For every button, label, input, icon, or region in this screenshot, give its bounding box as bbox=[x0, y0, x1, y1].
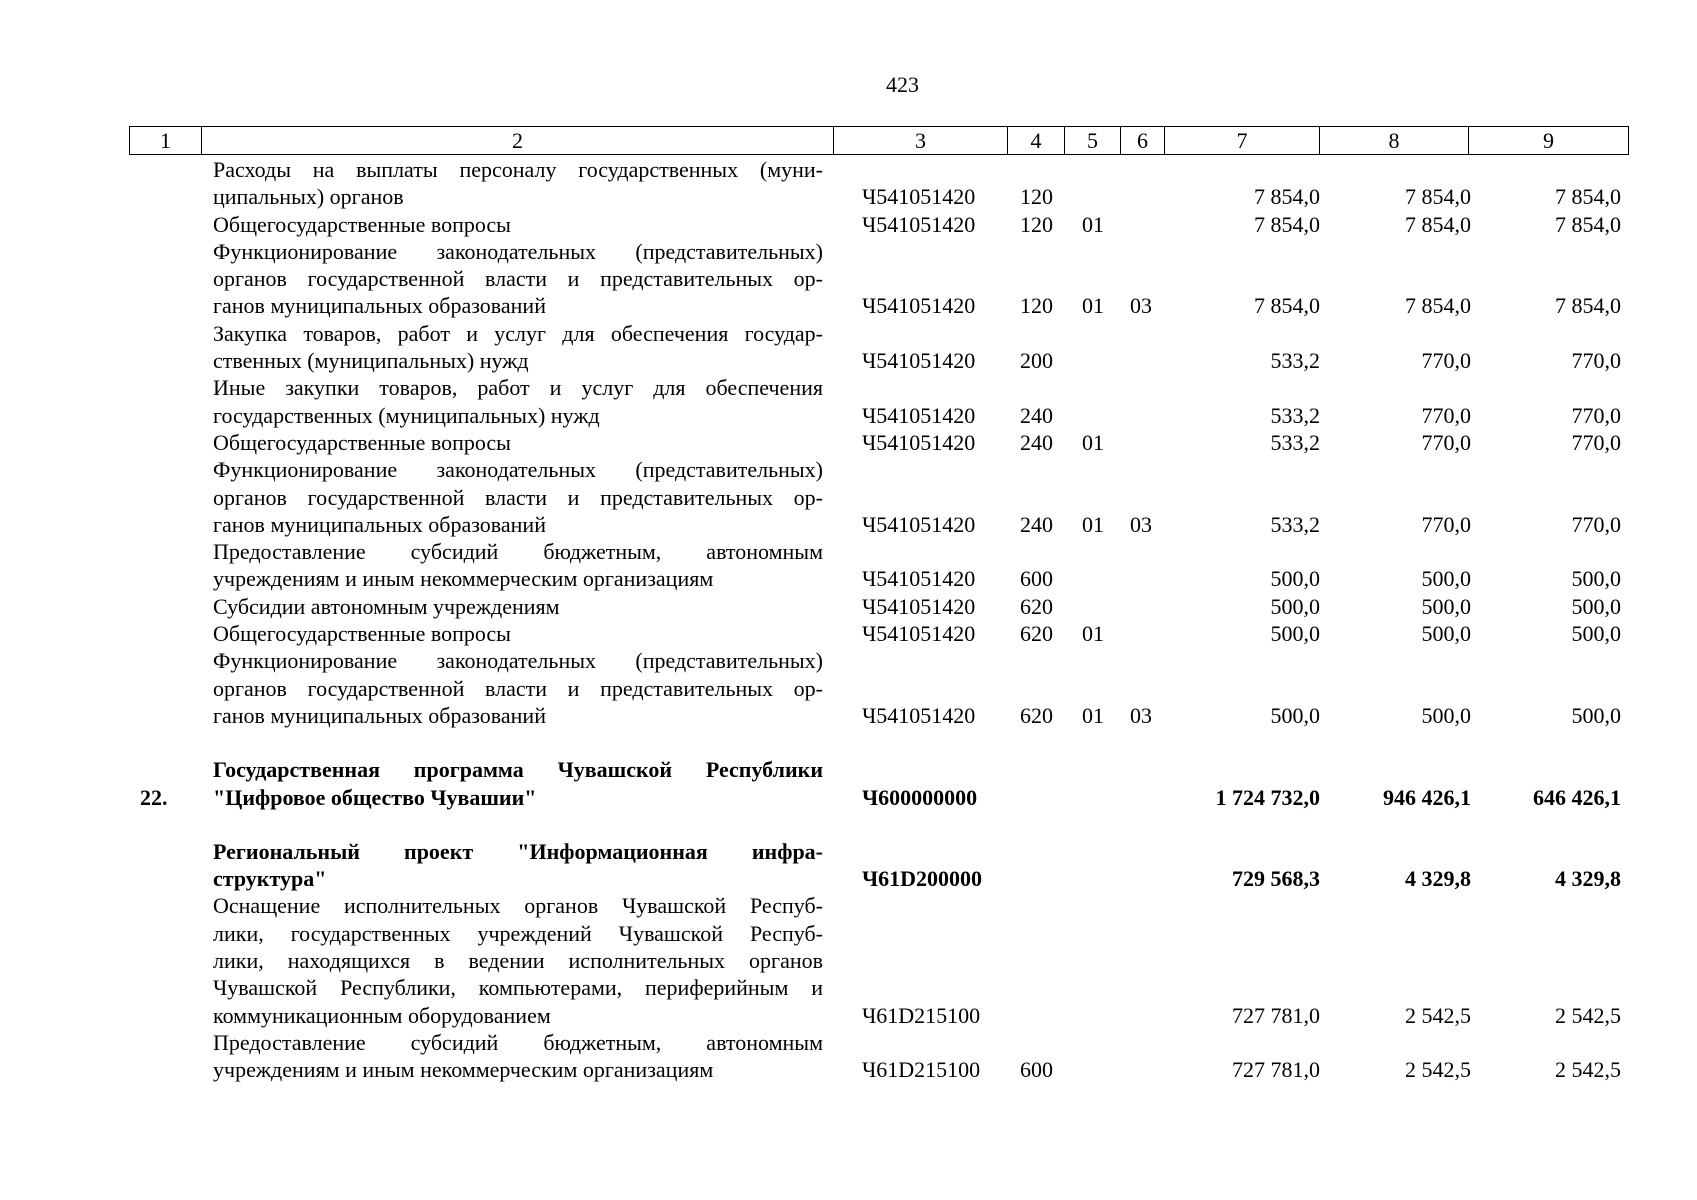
table-row bbox=[0, 429, 1697, 456]
target-article-code: Ч541051420 bbox=[862, 511, 976, 537]
amount-col-8: 500,0 bbox=[1421, 621, 1471, 647]
section-code: 01 bbox=[1082, 702, 1104, 728]
budget-rows bbox=[0, 156, 1697, 1084]
description-line: Общегосударственные вопросы bbox=[213, 621, 511, 647]
description-line: органов государственной власти и представительных ор- bbox=[213, 675, 823, 701]
target-article-code: Ч541051420 bbox=[862, 593, 976, 619]
table-row bbox=[0, 892, 1697, 1029]
row-description bbox=[213, 211, 823, 238]
section-code: 01 bbox=[1082, 511, 1104, 537]
table-row bbox=[0, 838, 1697, 893]
column-header-2: 2 bbox=[202, 127, 834, 155]
column-header-table bbox=[129, 126, 1629, 155]
amount-col-7: 500,0 bbox=[1270, 566, 1320, 592]
description-line: Чувашской Республики, компьютерами, периферийным и bbox=[213, 975, 823, 1001]
target-article-code: Ч541051420 bbox=[862, 566, 976, 592]
amount-col-9: 500,0 bbox=[1571, 566, 1621, 592]
column-header-row bbox=[130, 127, 1629, 155]
description-line: органов государственной власти и представительных ор- bbox=[213, 484, 823, 510]
column-header-3: 3 bbox=[834, 127, 1008, 155]
column-header-4: 4 bbox=[1008, 127, 1065, 155]
column-header-6: 6 bbox=[1121, 127, 1165, 155]
table-row bbox=[0, 211, 1697, 238]
amount-col-7: 533,2 bbox=[1270, 429, 1320, 455]
amount-col-9: 2 542,5 bbox=[1555, 1002, 1621, 1028]
amount-col-7: 7 854,0 bbox=[1254, 211, 1320, 237]
description-line: Предоставление субсидий бюджетным, автономным bbox=[213, 539, 823, 565]
amount-col-8: 4 329,8 bbox=[1405, 866, 1471, 892]
expense-type-code: 120 bbox=[1020, 184, 1053, 210]
section-code: 01 bbox=[1082, 621, 1104, 647]
section-code: 01 bbox=[1082, 429, 1104, 455]
column-header-7: 7 bbox=[1165, 127, 1320, 155]
description-line: структура" bbox=[213, 866, 327, 892]
description-line: органов государственной власти и представительных ор- bbox=[213, 266, 823, 292]
row-description bbox=[213, 538, 823, 593]
section-code: 01 bbox=[1082, 293, 1104, 319]
description-line: ганов муниципальных образований bbox=[213, 511, 546, 537]
amount-col-8: 500,0 bbox=[1421, 593, 1471, 619]
target-article-code: Ч61D215100 bbox=[862, 1057, 981, 1083]
target-article-code: Ч541051420 bbox=[862, 402, 976, 428]
description-line: ственных (муниципальных) нужд bbox=[213, 348, 529, 374]
subsection-code: 03 bbox=[1130, 702, 1152, 728]
amount-col-7: 533,2 bbox=[1270, 511, 1320, 537]
table-row bbox=[0, 593, 1697, 620]
table-row bbox=[0, 756, 1697, 811]
expense-type-code: 240 bbox=[1020, 511, 1053, 537]
amount-col-7: 727 781,0 bbox=[1232, 1057, 1320, 1083]
description-line: Функционирование законодательных (представительных) bbox=[213, 238, 823, 264]
description-line: Функционирование законодательных (представительных) bbox=[213, 457, 823, 483]
description-line: Расходы на выплаты персоналу государственных (муни- bbox=[213, 157, 823, 182]
table-row bbox=[0, 156, 1697, 211]
target-article-code: Ч541051420 bbox=[862, 429, 976, 455]
amount-col-7: 500,0 bbox=[1270, 593, 1320, 619]
amount-col-7: 500,0 bbox=[1270, 702, 1320, 728]
column-header-8: 8 bbox=[1320, 127, 1469, 155]
row-description bbox=[213, 838, 823, 893]
row-description bbox=[213, 238, 823, 320]
description-line: Иные закупки товаров, работ и услуг для обеспечения bbox=[213, 375, 823, 401]
target-article-code: Ч541051420 bbox=[862, 211, 976, 237]
expense-type-code: 200 bbox=[1020, 348, 1053, 374]
expense-type-code: 600 bbox=[1020, 566, 1053, 592]
amount-col-9: 7 854,0 bbox=[1555, 293, 1621, 319]
description-line: Общегосударственные вопросы bbox=[213, 211, 511, 237]
row-description bbox=[213, 456, 823, 538]
table-row bbox=[0, 620, 1697, 647]
table-row bbox=[0, 1029, 1697, 1084]
description-line: Общегосударственные вопросы bbox=[213, 429, 511, 455]
row-description bbox=[213, 756, 823, 811]
target-article-code: Ч541051420 bbox=[862, 348, 976, 374]
target-article-code: Ч541051420 bbox=[862, 184, 976, 210]
row-description bbox=[213, 647, 823, 729]
amount-col-7: 1 724 732,0 bbox=[1215, 784, 1320, 810]
table-row bbox=[0, 238, 1697, 320]
expense-type-code: 120 bbox=[1020, 211, 1053, 237]
amount-col-9: 4 329,8 bbox=[1555, 866, 1621, 892]
row-description bbox=[213, 156, 823, 211]
description-line: учреждениям и иным некоммерческим организациям bbox=[213, 1057, 714, 1083]
column-header-1: 1 bbox=[130, 127, 202, 155]
amount-col-9: 500,0 bbox=[1571, 593, 1621, 619]
amount-col-7: 500,0 bbox=[1270, 621, 1320, 647]
expense-type-code: 620 bbox=[1020, 593, 1053, 619]
row-description bbox=[213, 374, 823, 429]
amount-col-8: 500,0 bbox=[1421, 566, 1471, 592]
description-line: учреждениям и иным некоммерческим организациям bbox=[213, 566, 714, 592]
amount-col-7: 533,2 bbox=[1270, 348, 1320, 374]
expense-type-code: 600 bbox=[1020, 1057, 1053, 1083]
amount-col-8: 770,0 bbox=[1421, 429, 1471, 455]
description-line: Региональный проект "Информационная инфра- bbox=[213, 838, 823, 864]
amount-col-9: 770,0 bbox=[1571, 511, 1621, 537]
amount-col-7: 727 781,0 bbox=[1232, 1002, 1320, 1028]
amount-col-8: 500,0 bbox=[1421, 702, 1471, 728]
amount-col-7: 7 854,0 bbox=[1254, 293, 1320, 319]
expense-type-code: 240 bbox=[1020, 402, 1053, 428]
amount-col-8: 7 854,0 bbox=[1405, 293, 1471, 319]
description-line: ганов муниципальных образований bbox=[213, 702, 546, 728]
table-row bbox=[0, 647, 1697, 729]
expense-type-code: 620 bbox=[1020, 621, 1053, 647]
target-article-code: Ч541051420 bbox=[862, 293, 976, 319]
expense-type-code: 620 bbox=[1020, 702, 1053, 728]
description-line: Предоставление субсидий бюджетным, автономным bbox=[213, 1029, 823, 1055]
description-line: лики, находящихся в ведении исполнительных органов bbox=[213, 948, 823, 974]
description-line: Закупка товаров, работ и услуг для обеспечения государ- bbox=[213, 320, 823, 346]
amount-col-9: 7 854,0 bbox=[1555, 184, 1621, 210]
target-article-code: Ч541051420 bbox=[862, 621, 976, 647]
subsection-code: 03 bbox=[1130, 293, 1152, 319]
description-line: ганов муниципальных образований bbox=[213, 293, 546, 319]
amount-col-7: 533,2 bbox=[1270, 402, 1320, 428]
amount-col-9: 500,0 bbox=[1571, 702, 1621, 728]
subsection-code: 03 bbox=[1130, 511, 1152, 537]
target-article-code: Ч61D200000 bbox=[862, 866, 983, 892]
amount-col-9: 770,0 bbox=[1571, 348, 1621, 374]
description-line: Оснащение исполнительных органов Чувашской Респуб- bbox=[213, 893, 823, 919]
row-description bbox=[213, 320, 823, 375]
description-line: Субсидии автономным учреждениям bbox=[213, 593, 560, 619]
amount-col-8: 7 854,0 bbox=[1405, 184, 1471, 210]
amount-col-9: 500,0 bbox=[1571, 621, 1621, 647]
column-header-9: 9 bbox=[1469, 127, 1629, 155]
column-header-5: 5 bbox=[1065, 127, 1121, 155]
description-line: государственных (муниципальных) нужд bbox=[213, 402, 600, 428]
section-code: 01 bbox=[1082, 211, 1104, 237]
amount-col-8: 2 542,5 bbox=[1405, 1057, 1471, 1083]
table-row bbox=[0, 374, 1697, 429]
description-line: "Цифровое общество Чувашии" bbox=[213, 784, 537, 810]
amount-col-9: 646 426,1 bbox=[1533, 784, 1621, 810]
target-article-code: Ч600000000 bbox=[862, 784, 978, 810]
description-line: ципальных) органов bbox=[213, 184, 404, 210]
amount-col-9: 770,0 bbox=[1571, 402, 1621, 428]
description-line: лики, государственных учреждений Чувашской Респуб- bbox=[213, 920, 823, 946]
row-number: 22. bbox=[140, 784, 168, 810]
row-description bbox=[213, 892, 823, 1028]
description-line: коммуникационным оборудованием bbox=[213, 1002, 551, 1028]
page-number: 423 bbox=[886, 72, 919, 97]
amount-col-8: 770,0 bbox=[1421, 348, 1471, 374]
target-article-code: Ч541051420 bbox=[862, 702, 976, 728]
row-description bbox=[213, 429, 823, 456]
description-line: Функционирование законодательных (представительных) bbox=[213, 648, 823, 674]
amount-col-8: 2 542,5 bbox=[1405, 1002, 1471, 1028]
amount-col-8: 7 854,0 bbox=[1405, 211, 1471, 237]
expense-type-code: 240 bbox=[1020, 429, 1053, 455]
amount-col-7: 729 568,3 bbox=[1232, 866, 1320, 892]
amount-col-9: 7 854,0 bbox=[1555, 211, 1621, 237]
row-description bbox=[213, 1029, 823, 1084]
description-line: Государственная программа Чувашской Республики bbox=[213, 757, 823, 783]
expense-type-code: 120 bbox=[1020, 293, 1053, 319]
target-article-code: Ч61D215100 bbox=[862, 1002, 981, 1028]
table-row bbox=[0, 538, 1697, 593]
amount-col-9: 2 542,5 bbox=[1555, 1057, 1621, 1083]
table-row bbox=[0, 320, 1697, 375]
amount-col-8: 770,0 bbox=[1421, 511, 1471, 537]
amount-col-7: 7 854,0 bbox=[1254, 184, 1320, 210]
amount-col-8: 946 426,1 bbox=[1383, 784, 1471, 810]
row-description bbox=[213, 593, 823, 620]
table-row bbox=[0, 456, 1697, 538]
row-description bbox=[213, 620, 823, 647]
amount-col-8: 770,0 bbox=[1421, 402, 1471, 428]
amount-col-9: 770,0 bbox=[1571, 429, 1621, 455]
